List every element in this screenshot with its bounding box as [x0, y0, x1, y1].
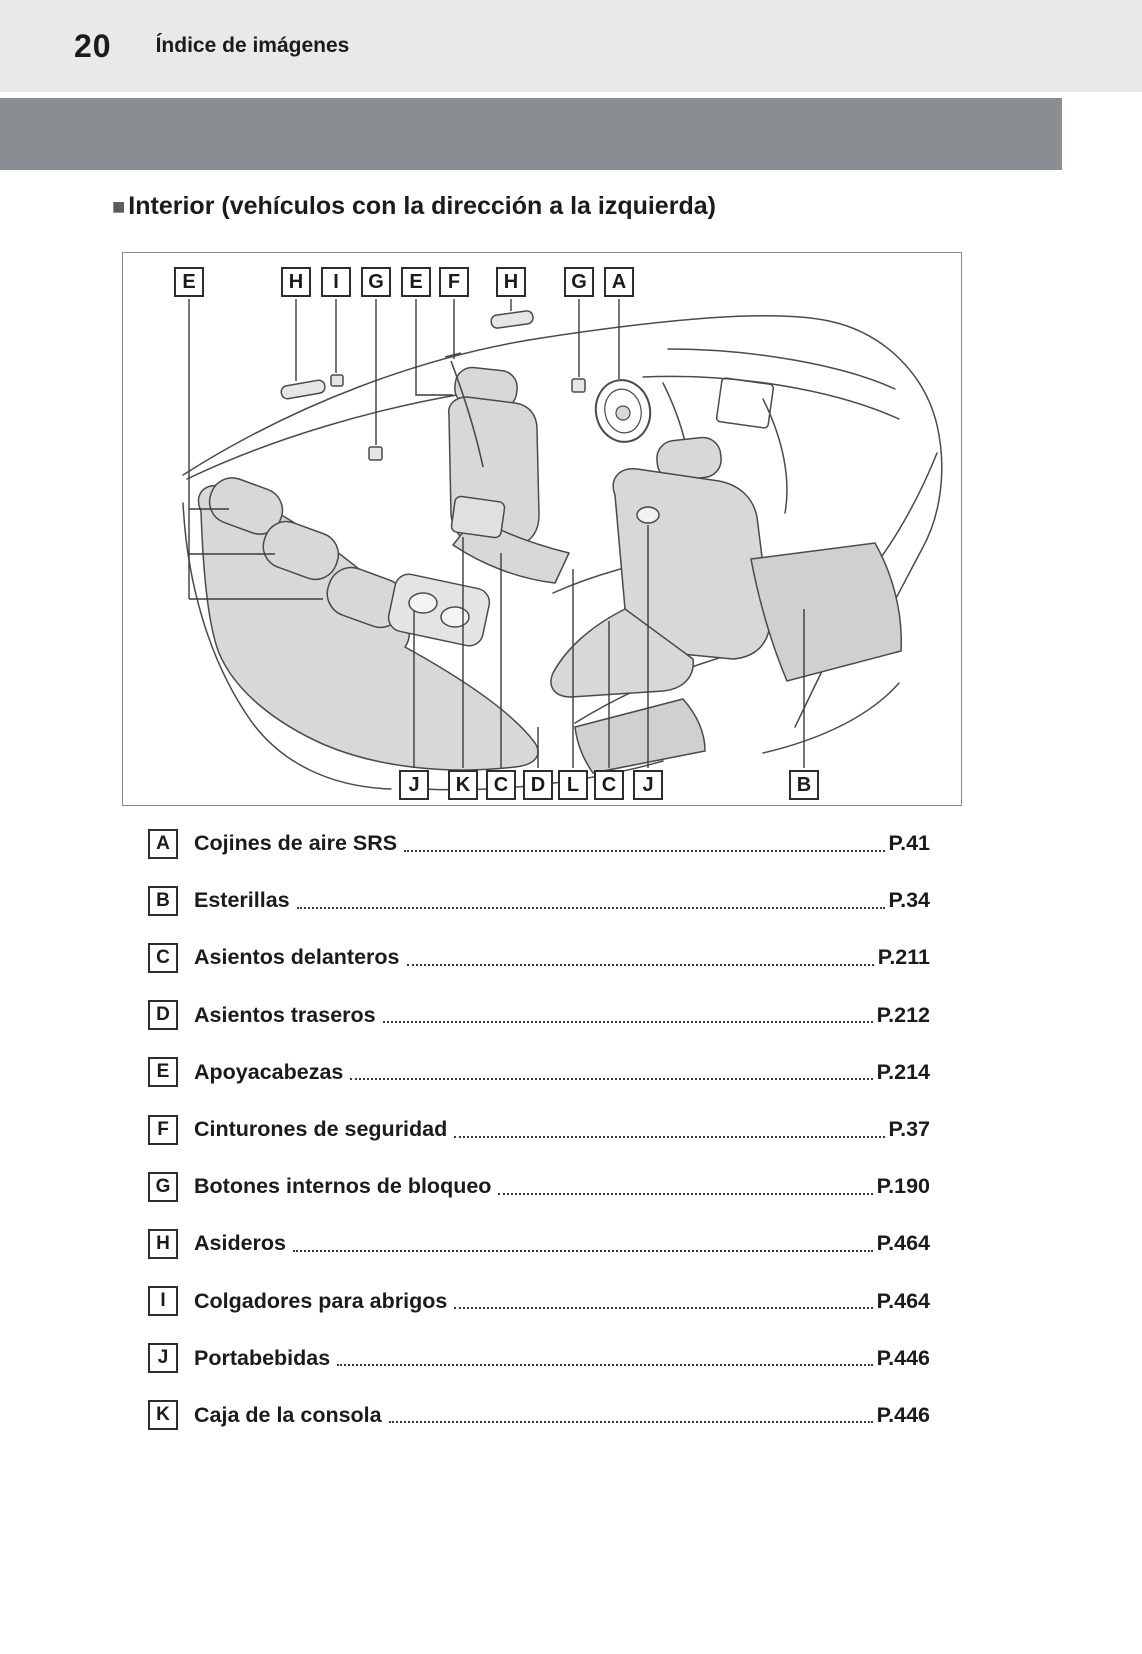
index-key: B	[148, 886, 178, 916]
dotted-leader	[383, 1021, 873, 1023]
index-label: Colgadores para abrigos	[194, 1288, 448, 1313]
rear-cup-holder-2	[441, 607, 469, 627]
floor-mat-center	[575, 699, 705, 773]
diagram-label-bottom-7: J	[633, 770, 663, 800]
page-header	[0, 0, 1142, 92]
index-label: Apoyacabezas	[194, 1059, 344, 1084]
dotted-leader	[498, 1193, 872, 1195]
index-page-reference: P.464	[876, 1288, 930, 1313]
index-label: Asideros	[194, 1231, 287, 1256]
index-row	[148, 1387, 930, 1444]
index-key: I	[148, 1286, 178, 1316]
index-page-reference: P.190	[876, 1174, 930, 1199]
index-page-reference: P.211	[877, 945, 930, 970]
fittings	[280, 310, 585, 460]
chapter-title: Índice de imágenes	[155, 34, 350, 57]
index-row	[148, 1101, 930, 1158]
coat-hook	[331, 375, 343, 386]
index-row	[148, 1158, 930, 1215]
steering-wheel	[590, 375, 656, 447]
grab-handle-rear	[280, 379, 326, 399]
car-interior-illustration	[123, 253, 963, 807]
diagram-label-top-3: I	[321, 267, 351, 297]
diagram-label-top-8: G	[564, 267, 594, 297]
square-bullet-icon: ■	[112, 193, 126, 219]
diagram-label-bottom-8: B	[789, 770, 819, 800]
lock-button-rear	[369, 447, 382, 460]
index-label: Botones internos de bloqueo	[194, 1174, 492, 1199]
section-title-text: Interior (vehículos con la dirección a la izquierda)	[128, 192, 716, 220]
index-label: Cojines de aire SRS	[194, 831, 398, 856]
dotted-leader	[454, 1307, 872, 1309]
index-label: Cinturones de seguridad	[194, 1117, 448, 1142]
diagram-label-bottom-2: K	[448, 770, 478, 800]
diagram-label-top-2: H	[281, 267, 311, 297]
index-page-reference: P.37	[888, 1117, 930, 1142]
index-label: Asientos traseros	[194, 1002, 376, 1027]
diagram-label-bottom-3: C	[486, 770, 516, 800]
interior-diagram	[122, 252, 962, 806]
index-page-reference: P.464	[876, 1231, 930, 1256]
index-row	[148, 1330, 930, 1387]
index-page-reference: P.214	[876, 1059, 930, 1084]
diagram-label-bottom-4: D	[523, 770, 553, 800]
page-number: 20	[74, 27, 112, 64]
index-row	[148, 872, 930, 929]
index-row	[148, 1044, 930, 1101]
index-key: F	[148, 1115, 178, 1145]
diagram-label-top-7: H	[496, 267, 526, 297]
index-key: K	[148, 1400, 178, 1430]
front-cup-holder	[637, 507, 659, 523]
dotted-leader	[404, 850, 884, 852]
section-band	[0, 98, 1062, 170]
dotted-leader	[407, 964, 874, 966]
index-page-reference: P.446	[876, 1345, 930, 1370]
index-key: C	[148, 943, 178, 973]
index-key: D	[148, 1000, 178, 1030]
grab-handle-front	[490, 310, 533, 329]
index-row	[148, 1273, 930, 1330]
dotted-leader	[297, 907, 885, 909]
index-page-reference: P.446	[876, 1402, 930, 1427]
diagram-label-top-1: E	[174, 267, 204, 297]
diagram-label-top-4: G	[361, 267, 391, 297]
index-page-reference: P.212	[876, 1002, 930, 1027]
diagram-label-bottom-6: C	[594, 770, 624, 800]
section-title	[112, 192, 716, 221]
dotted-leader	[389, 1421, 873, 1423]
dotted-leader	[337, 1364, 872, 1366]
diagram-label-top-6: F	[439, 267, 469, 297]
dotted-leader	[293, 1250, 873, 1252]
lock-button-front	[572, 379, 585, 392]
console-box	[451, 496, 506, 539]
index-key: G	[148, 1172, 178, 1202]
index-row	[148, 929, 930, 986]
floor-mat-front-right	[751, 543, 901, 681]
index-row	[148, 1215, 930, 1272]
index-key: A	[148, 829, 178, 859]
index-label: Caja de la consola	[194, 1402, 382, 1427]
index-key: J	[148, 1343, 178, 1373]
image-index-list	[148, 815, 930, 1444]
index-row	[148, 815, 930, 872]
index-row	[148, 987, 930, 1044]
index-page-reference: P.34	[888, 888, 930, 913]
diagram-label-top-5: E	[401, 267, 431, 297]
rear-cup-holder-1	[409, 593, 437, 613]
index-key: E	[148, 1057, 178, 1087]
index-label: Esterillas	[194, 888, 290, 913]
index-page-reference: P.41	[888, 831, 930, 856]
dotted-leader	[454, 1136, 884, 1138]
index-key: H	[148, 1229, 178, 1259]
diagram-label-top-9: A	[604, 267, 634, 297]
diagram-label-bottom-1: J	[399, 770, 429, 800]
index-label: Asientos delanteros	[194, 945, 400, 970]
dotted-leader	[350, 1078, 872, 1080]
index-label: Portabebidas	[194, 1345, 331, 1370]
diagram-label-bottom-5: L	[558, 770, 588, 800]
